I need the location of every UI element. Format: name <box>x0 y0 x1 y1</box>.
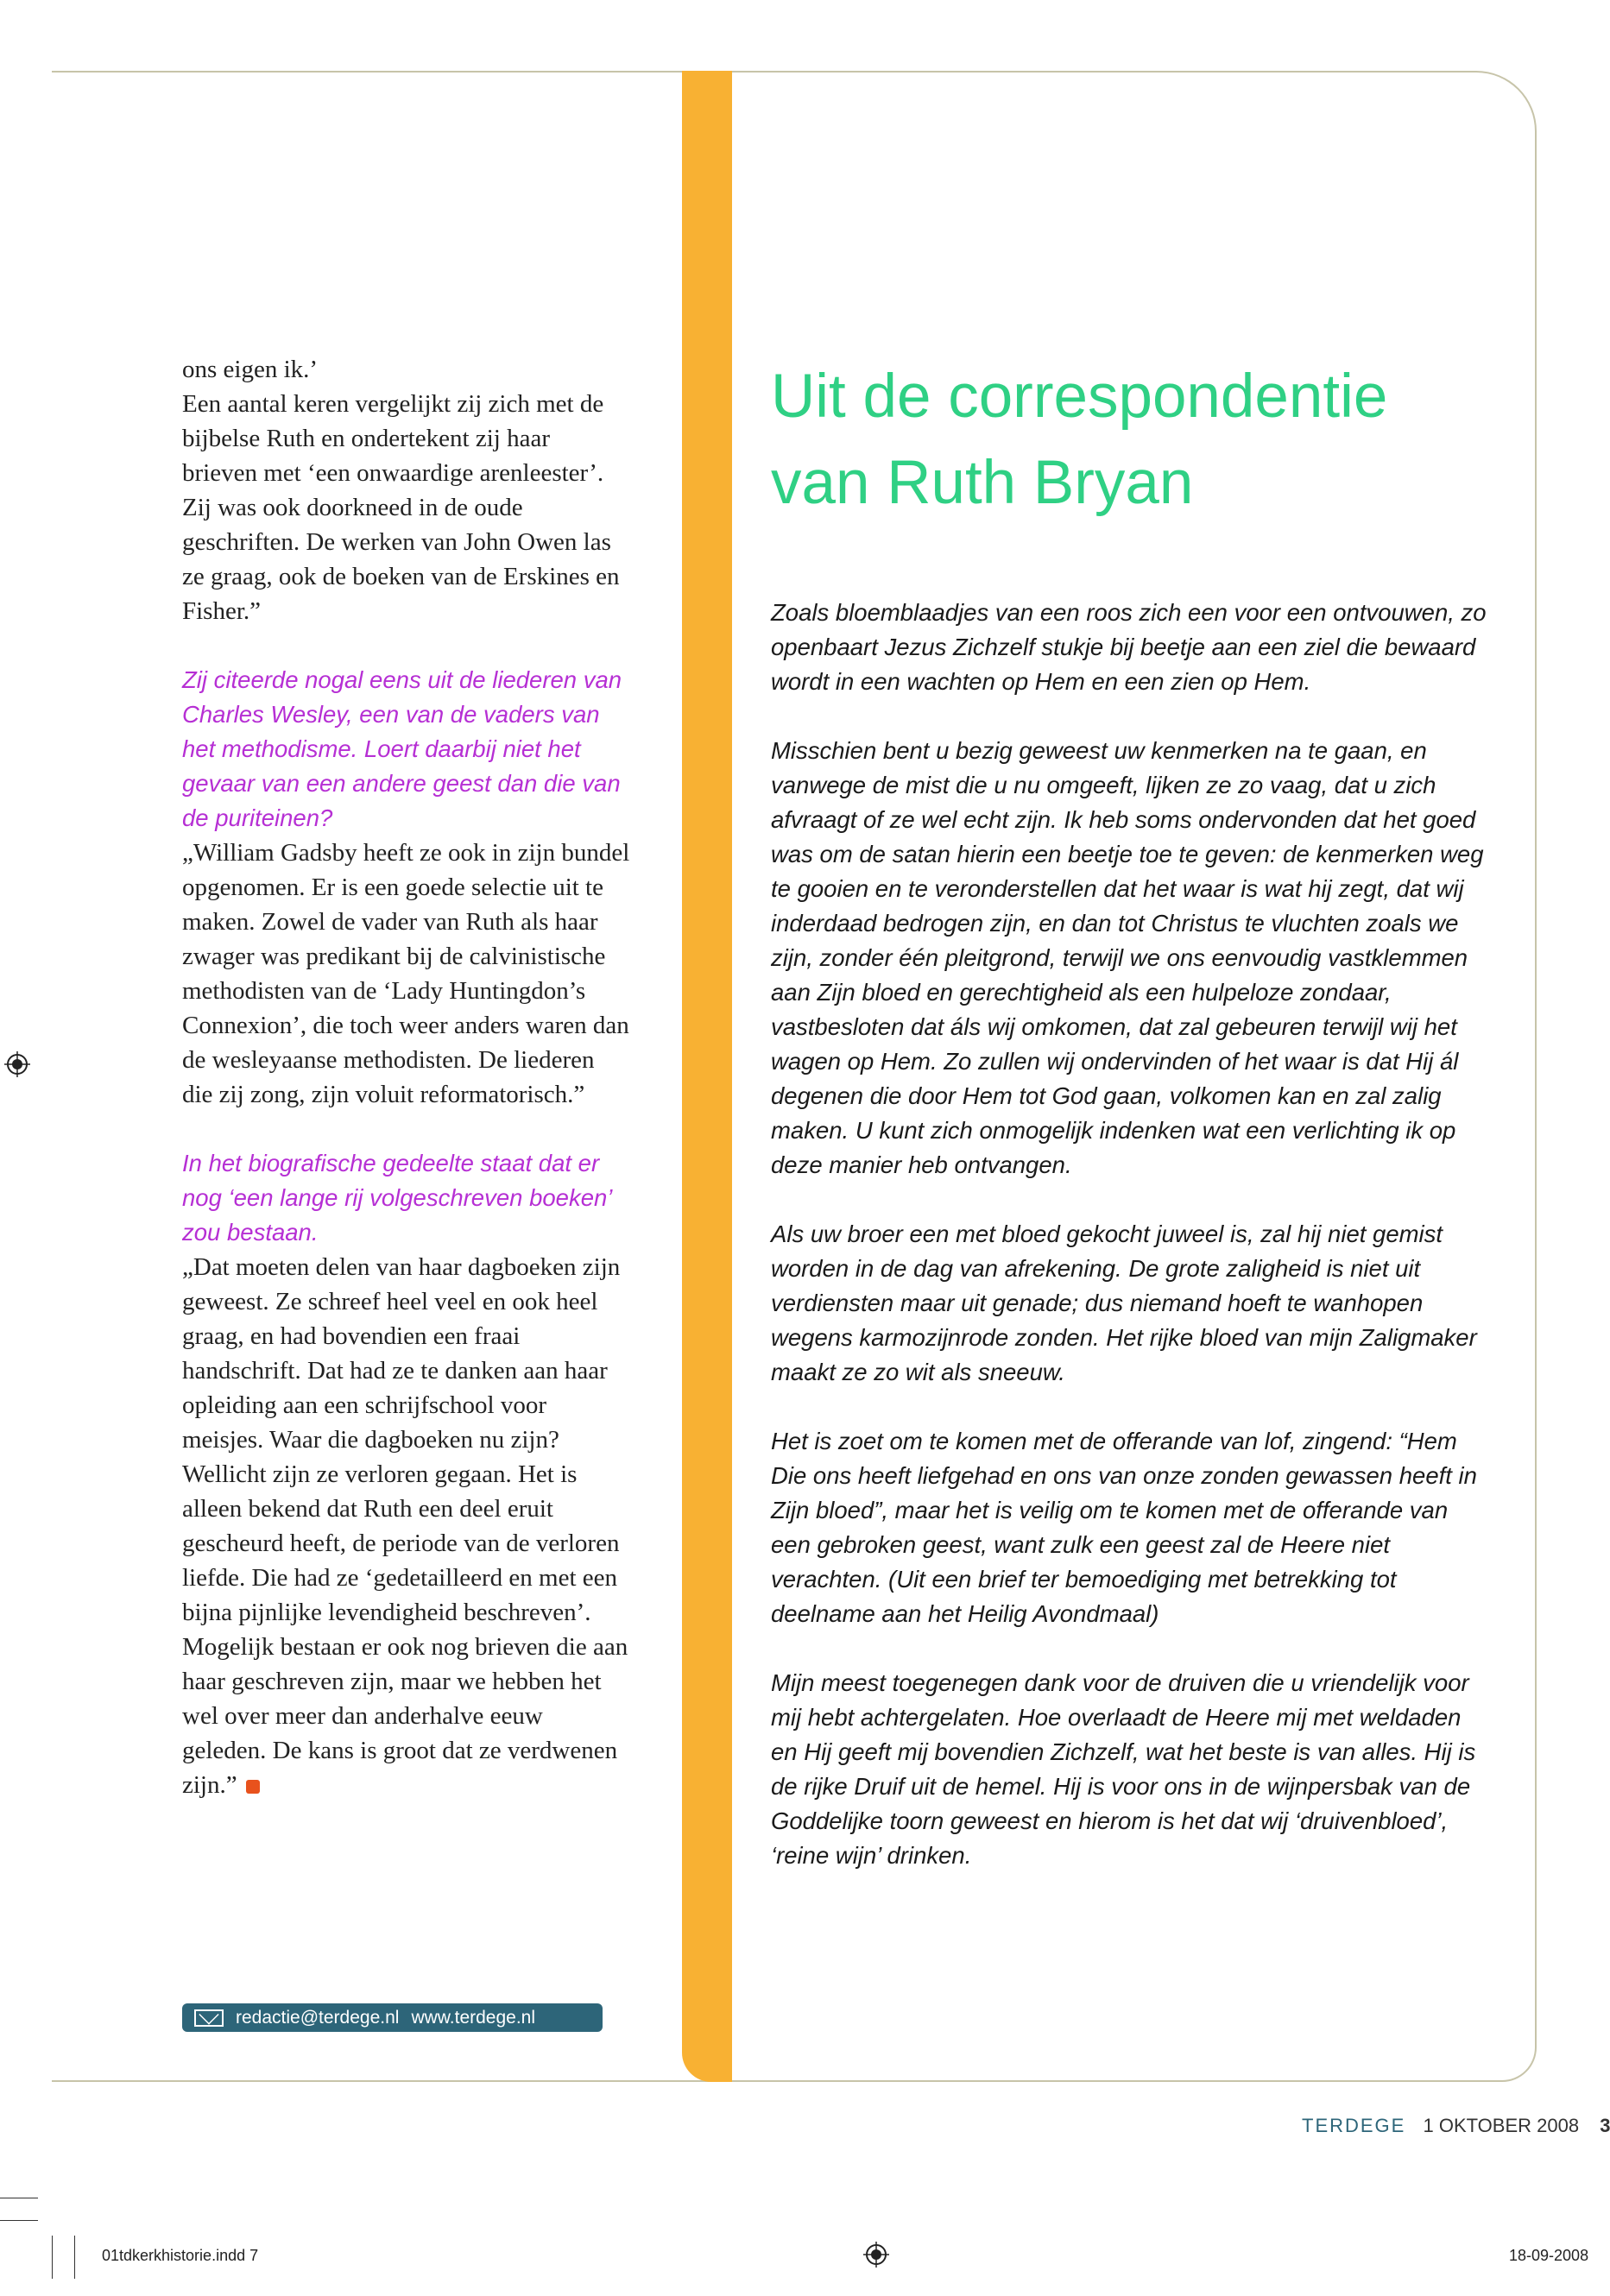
interview-question: Zij citeerde nogal eens uit de liederen van Charles Wesley, een van de vaders van het methodisme. Loert daarbij niet het gevaar van een andere geest dan die van de puriteinen? <box>182 666 622 831</box>
registration-mark-icon <box>4 1051 30 1077</box>
page-folio <box>1302 2115 1610 2141</box>
body-paragraph <box>182 1250 631 1802</box>
correspondence-column <box>771 596 1487 1908</box>
sidebar-title-line: van Ruth Bryan <box>771 449 1194 517</box>
crop-mark <box>74 2236 75 2279</box>
crop-mark <box>52 2236 53 2279</box>
letter-excerpt: Misschien bent u bezig geweest uw kenmerken na te gaan, en vanwege de mist die u nu omgeeft, lijken ze zo vaag, dat u zich afvraagt of ze wel echt zijn. Ik heb soms ondervonden dat het goed was om de satan hierin een beetje toe te geven: de kenmerken weg te gooien en te veronderstellen dat het waar is wat hij zegt, dat wij inderdaad bedrogen zijn, en dan tot Christus te vluchten zoals we zijn, zonder één pleitgrond, terwijl we ons eenvoudig vastklemmen aan Zijn bloed en gerechtigheid als een hulpeloze zondaar, vastbesloten dat áls wij omkomen, dat zal gebeuren terwijl wij het wagen op Hem. Zo zullen wij ondervinden of het waar is dat Hij ál degenen die door Hem tot God gaan, volkomen kan en zal zalig maken. U kunt zich onmogelijk indenken wat een verlichting ik op deze manier heb ontvangen. <box>771 737 1484 1178</box>
letter-excerpt: Als uw broer een met bloed gekocht juweel is, zal hij niet gemist worden in de dag van afrekening. De grote zaligheid is niet uit verdiensten maar uit genade; dus niemand hoeft te wanhopen wegens karmozijnrode zonden. Het rijke bloed van mijn Zaligmaker maakt ze zo wit als sneeuw. <box>771 1221 1477 1385</box>
issue-date: 1 OKTOBER 2008 <box>1423 2115 1580 2136</box>
body-paragraph: ons eigen ik.’ Een aantal keren vergelijkt zij zich met de bijbelse Ruth en ondertekent zij haar brieven met ‘een onwaardige arenleester’. Zij was ook doorkneed in de oude geschriften. De werken van John Owen las ze graag, ook de boeken van de Erskines en Fisher.” <box>182 356 620 625</box>
letter-excerpt: Zoals bloemblaadjes van een roos zich een voor een ontvouwen, zo openbaart Jezus Zichzelf stukje bij beetje aan een ziel die bewaard wordt in een wachten op Hem en een zien op Hem. <box>771 599 1487 695</box>
interview-question: In het biografische gedeelte staat dat er nog ‘een lange rij volgeschreven boeken’ zou bestaan. <box>182 1150 611 1246</box>
body-paragraph: „William Gadsby heeft ze ook in zijn bundel opgenomen. Er is een goede selectie uit te maken. Zowel de vader van Ruth als haar zwager was predikant bij de calvinistische methodisten van de ‘Lady Huntingdon’s Connexion’, die toch weer anders waren dan de wesleyaanse methodisten. De liederen die zij zong, zijn voluit reformatorisch.” <box>182 839 630 1108</box>
letter-excerpt: Mijn meest toegenegen dank voor de druiven die u vriendelijk voor mij hebt achtergelaten. Hoe overlaadt de Heere mij met weldaden en Hij geeft mij bovendien Zichzelf, wat het beste is van alles. Hij is de rijke Druif uit de hemel. Hij is voor ons in de wijnpersbak van de Goddelijke toorn geweest en hierom is het dat wij ‘druivenbloed’, ‘reine wijn’ drinken. <box>771 1669 1476 1869</box>
body-paragraph-text: „Dat moeten delen van haar dagboeken zijn geweest. Ze schreef heel veel en ook heel graag, en had bovendien een fraai handschrift. Dat had ze te danken aan haar opleiding aan een schrijfschool voor meisjes. Waar die dagboeken nu zijn? Wellicht zijn ze verloren gegaan. Het is alleen bekend dat Ruth een deel eruit gescheurd heeft, de periode van de verloren liefde. Die had ze ‘gedetailleerd en met een bijna pijnlijke levendigheid beschreven’. Mogelijk bestaan er ook nog brieven die aan haar geschreven zijn, maar we hebben het wel over meer dan anderhalve eeuw geleden. De kans is groot dat ze verdwenen zijn.” <box>182 1253 628 1799</box>
slug-filename: 01tdkerkhistorie.indd 7 <box>102 2247 259 2264</box>
registration-mark-icon <box>863 2242 889 2268</box>
sidebar-title-line: Uit de correspondentie <box>771 363 1388 431</box>
sidebar-title <box>771 354 1531 527</box>
envelope-icon <box>194 2009 224 2027</box>
slug-date: 18-09-2008 <box>1509 2247 1589 2264</box>
end-of-article-mark <box>246 1780 260 1794</box>
letter-excerpt: Het is zoet om te komen met de offerande van lof, zingend: “Hem Die ons heeft liefgehad en ons van onze zonden gewassen heeft in Zijn bloed”, maar het is veilig om te komen met de offerande van een gebroken geest, want zulk een geest zal de Heere niet verachten. (Uit een brief ter bemoediging met betrekking tot deelname aan het Heilig Avondmaal) <box>771 1428 1477 1627</box>
sidebar-accent-bar <box>682 71 732 2082</box>
contact-email-link[interactable]: redactie@terdege.nl <box>236 2007 400 2028</box>
contact-website-link[interactable]: www.terdege.nl <box>411 2007 536 2028</box>
interview-column <box>182 352 631 1802</box>
page-number: 3 <box>1600 2115 1610 2136</box>
contact-bar <box>182 2003 603 2032</box>
magazine-name: TERDEGE <box>1302 2115 1406 2136</box>
crop-mark <box>0 2220 38 2221</box>
